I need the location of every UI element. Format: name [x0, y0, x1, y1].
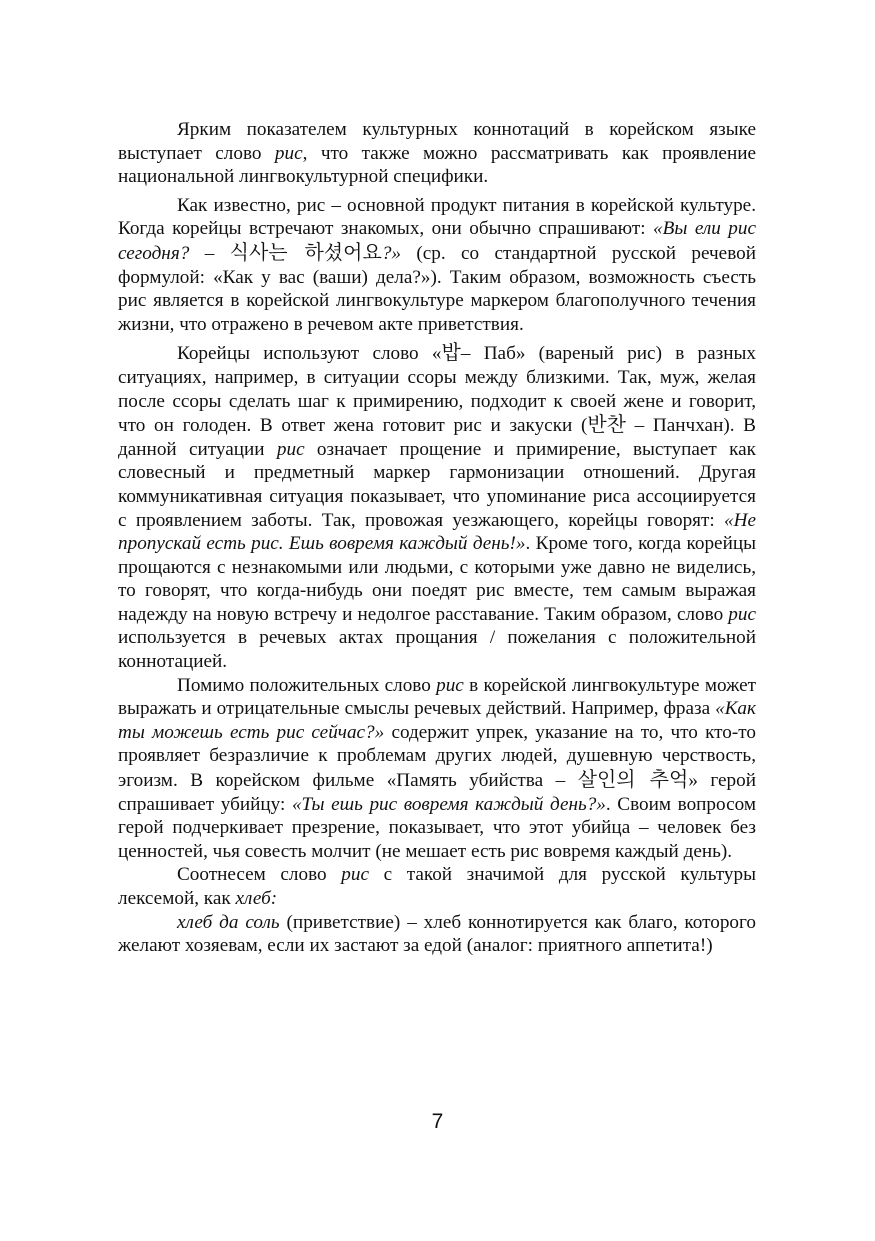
quote-dont-skip-rice: «Не пропускай есть рис. Ешь вовремя каждый день!» — [118, 509, 756, 555]
term-rice: рис — [341, 864, 369, 886]
paragraph-1: Ярким показателем культурных коннотаций в корейском языке выступает слово рис, что также можно рассматривать как проявление национальной лингвокультурной специфики. — [118, 119, 756, 188]
page-number: 7 — [431, 1110, 444, 1133]
term-rice: рис — [276, 438, 305, 460]
phrase-bread-and-salt: хлеб да соль — [177, 911, 280, 933]
term-rice: рис — [274, 142, 303, 164]
quote-how-can-you-eat: «Как ты можешь есть рис сейчас?» — [118, 698, 756, 743]
quote-do-you-eat-on-time: «Ты ешь рис вовремя каждый день?» — [291, 793, 606, 815]
paragraph-6: хлеб да соль (приветствие) – хлеб коннотируется как благо, которого желают хозяевам, если их застают за едой (аналог: приятного аппетита!) — [118, 911, 756, 957]
korean-banchan: 반찬 — [587, 412, 626, 437]
korean-bap: 밥 — [441, 340, 461, 365]
paragraph-2: Как известно, рис – основной продукт питания в корейской культуре. Когда корейцы встречают знакомых, они обычно спрашивают: «Вы ели рис сегодня? – 식사는 하셨어요?» (ср. со стандартной русской речевой формулой: «Как у вас (ваши) дела?»). Таким образом, возможность съесть рис является в корейской лингвокультуре маркером благополучного течения жизни, что отражено в речевом акте приветствия. — [118, 194, 756, 335]
quote-did-you-eat: «Вы ели рис сегодня? – — [118, 218, 756, 264]
term-bread: хлеб: — [235, 888, 278, 909]
paragraph-4: Помимо положительных слово рис в корейской лингвокультуре может выражать и отрицательные смыслы речевых действий. Например, фраза «Как ты можешь есть рис сейчас?» содержит упрек, указание на то, что кто-то проявляет безразличие к проблемам других людей, душевную черствость, эгоизм. В корейском фильме «Память убийства – 살인의 추억» герой спрашивает убийцу: «Ты ешь рис вовремя каждый день?». Своим вопросом герой подчеркивает презрение, показывает, что этот убийца – человек без ценностей, чья совесть молчит (не мешает есть рис вовремя каждый день). — [118, 674, 756, 862]
korean-phrase: 식사는 하셨어요 — [229, 239, 382, 264]
korean-film-title: 살인의 추억 — [577, 767, 689, 792]
body-text — [118, 118, 756, 958]
paragraph-3: Корейцы используют слово «밥– Паб» (вареный рис) в разных ситуациях, например, в ситуации ссоры между близкими. Так, муж, желая после ссоры сделать шаг к примирению, подходит к своей жене и говорит, что он голоден. В ответ жена готовит рис и закуски (반찬 – Панчхан). В данной ситуации рис означает прощение и примирение, выступает как словесный и предметный маркер гармонизации отношений. Другая коммуникативная ситуация показывает, что упоминание риса ассоциируется с проявлением заботы. Так, провожая уезжающего, корейцы говорят: «Не пропускай есть рис. Ешь вовремя каждый день!». Кроме того, когда корейцы прощаются с незнакомыми или людьми, с которыми уже давно не виделись, то говорят, что когда-нибудь они поедят рис вместе, тем самым выражая надежду на новую встречу и недолгое расставание. Таким образом, слово рис используется в речевых актах прощания / пожелания с положительной коннотацией. — [118, 340, 756, 673]
paragraph-5: Соотнесем слово рис с такой значимой для русской культуры лексемой, как хлеб: — [118, 864, 757, 909]
term-rice: рис — [436, 674, 464, 696]
term-rice: рис — [728, 603, 756, 625]
